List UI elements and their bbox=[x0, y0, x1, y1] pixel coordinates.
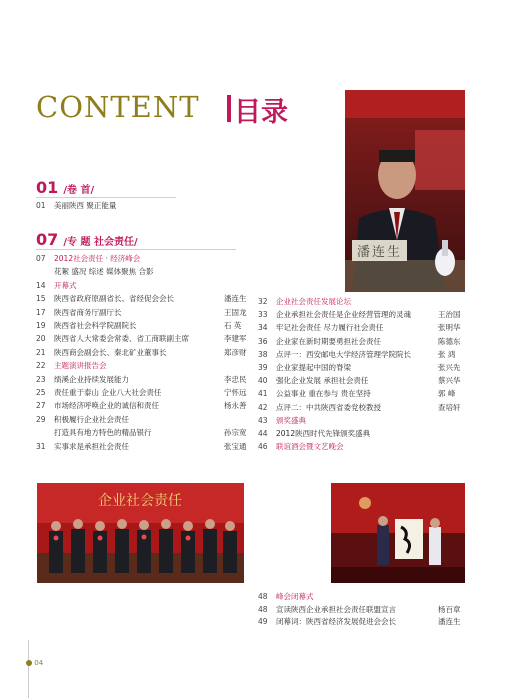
item-title: 开幕式 bbox=[54, 280, 77, 290]
item-title: 企业家提起中国的脊梁 bbox=[276, 363, 351, 372]
section-title: /专 题 社会责任/ bbox=[63, 237, 138, 248]
item-title: 宣读陕西企业承担社会责任联盟宣言 bbox=[276, 604, 396, 614]
page-number: 36 bbox=[258, 336, 268, 346]
speaker-photo bbox=[345, 90, 465, 292]
item-author: 杨百章 bbox=[438, 604, 461, 614]
item-title: 花絮 盛况 综述 媒体聚焦 合影 bbox=[54, 267, 154, 277]
list-item bbox=[36, 201, 116, 210]
item-title: 企业社会责任发展论坛 bbox=[276, 297, 351, 306]
item-author: 郑彦财 bbox=[224, 347, 247, 357]
item-title: 实事求是承担社会责任 bbox=[54, 441, 129, 451]
item-title: 陕西商会副会长、秦北矿业董事长 bbox=[54, 347, 167, 357]
page-number: 17 bbox=[36, 307, 46, 317]
item-title: 点评二：中共陕西省委党校教授 bbox=[276, 402, 381, 412]
item-author: 张宝通 bbox=[224, 441, 247, 451]
list-item bbox=[36, 267, 154, 276]
page-number: 19 bbox=[36, 321, 46, 330]
page-number: 33 bbox=[258, 310, 268, 320]
section-07-header bbox=[36, 230, 138, 249]
list-item bbox=[36, 428, 247, 438]
list-item bbox=[258, 617, 461, 626]
list-item bbox=[36, 334, 247, 344]
calligraphy-photo bbox=[331, 483, 465, 583]
list-item bbox=[258, 389, 456, 399]
list-item bbox=[258, 376, 461, 386]
group-photo bbox=[37, 483, 244, 583]
list-item bbox=[258, 442, 344, 451]
item-author: 孙宗宽 bbox=[224, 428, 247, 438]
item-title: 绩溪企业持续发展能力 bbox=[54, 374, 129, 384]
left-margin-line bbox=[28, 640, 29, 698]
list-item bbox=[258, 416, 306, 425]
list-item bbox=[258, 297, 351, 306]
item-title: 2012陕西时代先锋颁奖盛典 bbox=[276, 429, 371, 438]
speaker-photo-art bbox=[345, 90, 465, 292]
page-number: 20 bbox=[36, 334, 46, 344]
section-rule bbox=[36, 197, 176, 198]
item-title: 责任重于泰山 企业八大社会责任 bbox=[54, 388, 162, 397]
page-number: 14 bbox=[36, 280, 46, 290]
page-number: 42 bbox=[258, 402, 268, 412]
item-author: 杨永善 bbox=[224, 401, 247, 411]
list-item bbox=[258, 336, 461, 346]
page-number: 27 bbox=[36, 401, 46, 411]
item-author: 王固龙 bbox=[224, 307, 247, 317]
item-title: 企业家在新时期要勇担社会责任 bbox=[276, 336, 381, 346]
item-author: 宁怀远 bbox=[224, 388, 247, 397]
list-item bbox=[36, 307, 247, 317]
item-title: 美丽陕西 聚正能量 bbox=[54, 201, 117, 210]
content-title-en: CONTENT bbox=[36, 90, 200, 124]
list-item bbox=[36, 321, 242, 330]
calligraphy-photo-art bbox=[331, 483, 465, 583]
item-author: 张明华 bbox=[438, 323, 461, 333]
item-title: 闭幕词：陕西省经济发展促进会会长 bbox=[276, 617, 396, 626]
item-title: 点评一：西安邮电大学经济管理学院院长 bbox=[276, 349, 411, 359]
section-title: /卷 首/ bbox=[63, 185, 95, 196]
title-divider-bar bbox=[227, 95, 231, 122]
item-title: 2012社会责任 · 经济峰会 bbox=[54, 254, 141, 263]
folio-number: 04 bbox=[34, 659, 44, 667]
page-number: 31 bbox=[36, 441, 46, 451]
page-number: 48 bbox=[258, 604, 268, 614]
page-number: 39 bbox=[258, 363, 268, 372]
list-item bbox=[36, 401, 247, 411]
list-item bbox=[36, 374, 247, 384]
banner-text: 企业社会责任 bbox=[98, 493, 182, 509]
item-title: 打造具有地方特色的精品银行 bbox=[54, 428, 152, 438]
page-number: 07 bbox=[36, 254, 46, 263]
item-title: 陕西省政府原副省长、省经促会会长 bbox=[54, 294, 174, 304]
item-title: 陕西省人大常委会常委、省工商联副主席 bbox=[54, 334, 189, 344]
list-item bbox=[258, 323, 461, 333]
list-item bbox=[36, 281, 77, 290]
item-title: 峰会闭幕式 bbox=[276, 592, 314, 601]
list-item bbox=[258, 604, 461, 614]
item-title: 陕西省社会科学院副院长 bbox=[54, 321, 137, 330]
page-number: 21 bbox=[36, 347, 46, 357]
page-number: 15 bbox=[36, 294, 46, 304]
content-title-zh: 目录 bbox=[234, 97, 288, 128]
item-title: 公益事业 重在参与 贵在坚持 bbox=[276, 389, 371, 399]
page-number: 44 bbox=[258, 429, 268, 438]
list-item bbox=[36, 254, 140, 263]
page-number: 40 bbox=[258, 376, 268, 386]
list-item bbox=[258, 349, 456, 359]
page-number: 41 bbox=[258, 389, 268, 399]
item-author: 张兴先 bbox=[438, 363, 461, 372]
list-item bbox=[258, 402, 461, 412]
item-author: 石 英 bbox=[224, 321, 242, 330]
item-title: 联谊酒会暨文艺晚会 bbox=[276, 442, 344, 452]
section-01-header bbox=[36, 178, 94, 197]
item-title: 主题演讲报告会 bbox=[54, 361, 107, 371]
item-title: 企业承担社会责任是企业经营管理的灵魂 bbox=[276, 310, 411, 320]
section-number: 07 bbox=[36, 230, 59, 249]
item-title: 强化企业发展 承担社会责任 bbox=[276, 376, 369, 386]
list-item bbox=[36, 415, 129, 424]
item-author: 李建军 bbox=[224, 334, 247, 344]
photo-caption: 潘连生 bbox=[352, 240, 407, 261]
item-title: 陕西省商务厅副厅长 bbox=[54, 307, 122, 317]
group-photo-art bbox=[37, 483, 244, 583]
page-number: 29 bbox=[36, 414, 46, 424]
list-item bbox=[36, 347, 247, 357]
list-item bbox=[36, 361, 107, 370]
item-author: 潘连生 bbox=[438, 617, 461, 626]
item-title: 市场经济呼唤企业的诚信和责任 bbox=[54, 401, 159, 411]
page-number: 34 bbox=[258, 323, 268, 333]
item-author: 李忠民 bbox=[224, 374, 247, 384]
item-title: 积极履行企业社会责任 bbox=[54, 414, 129, 424]
page-number: 38 bbox=[258, 349, 268, 359]
list-item bbox=[258, 363, 461, 372]
page-number: 23 bbox=[36, 374, 46, 384]
page-number: 01 bbox=[36, 201, 46, 210]
list-item bbox=[258, 310, 461, 320]
item-author: 陈德东 bbox=[438, 336, 461, 346]
item-author: 查培轩 bbox=[438, 402, 461, 412]
page-number: 46 bbox=[258, 442, 268, 452]
list-item bbox=[36, 441, 247, 451]
page-number: 32 bbox=[258, 297, 268, 306]
item-author: 郭 峰 bbox=[438, 389, 456, 399]
item-author: 张 鸿 bbox=[438, 349, 456, 359]
page-number: 49 bbox=[258, 617, 268, 626]
section-rule bbox=[36, 249, 236, 250]
list-item bbox=[258, 429, 370, 438]
list-item bbox=[36, 294, 247, 304]
list-item bbox=[258, 592, 314, 601]
page-number: 48 bbox=[258, 592, 268, 601]
item-author: 蔡兴华 bbox=[438, 376, 461, 386]
item-author: 王治国 bbox=[438, 310, 461, 320]
item-title: 颁奖盛典 bbox=[276, 415, 306, 425]
section-number: 01 bbox=[36, 178, 59, 197]
list-item bbox=[36, 388, 247, 397]
page-number: 22 bbox=[36, 361, 46, 371]
page-number: 43 bbox=[258, 415, 268, 425]
item-author: 潘连生 bbox=[224, 294, 247, 304]
page-number: 25 bbox=[36, 388, 46, 397]
folio-dot bbox=[26, 660, 32, 666]
folio bbox=[26, 659, 43, 667]
item-title: 牢记社会责任 尽力履行社会责任 bbox=[276, 323, 384, 333]
